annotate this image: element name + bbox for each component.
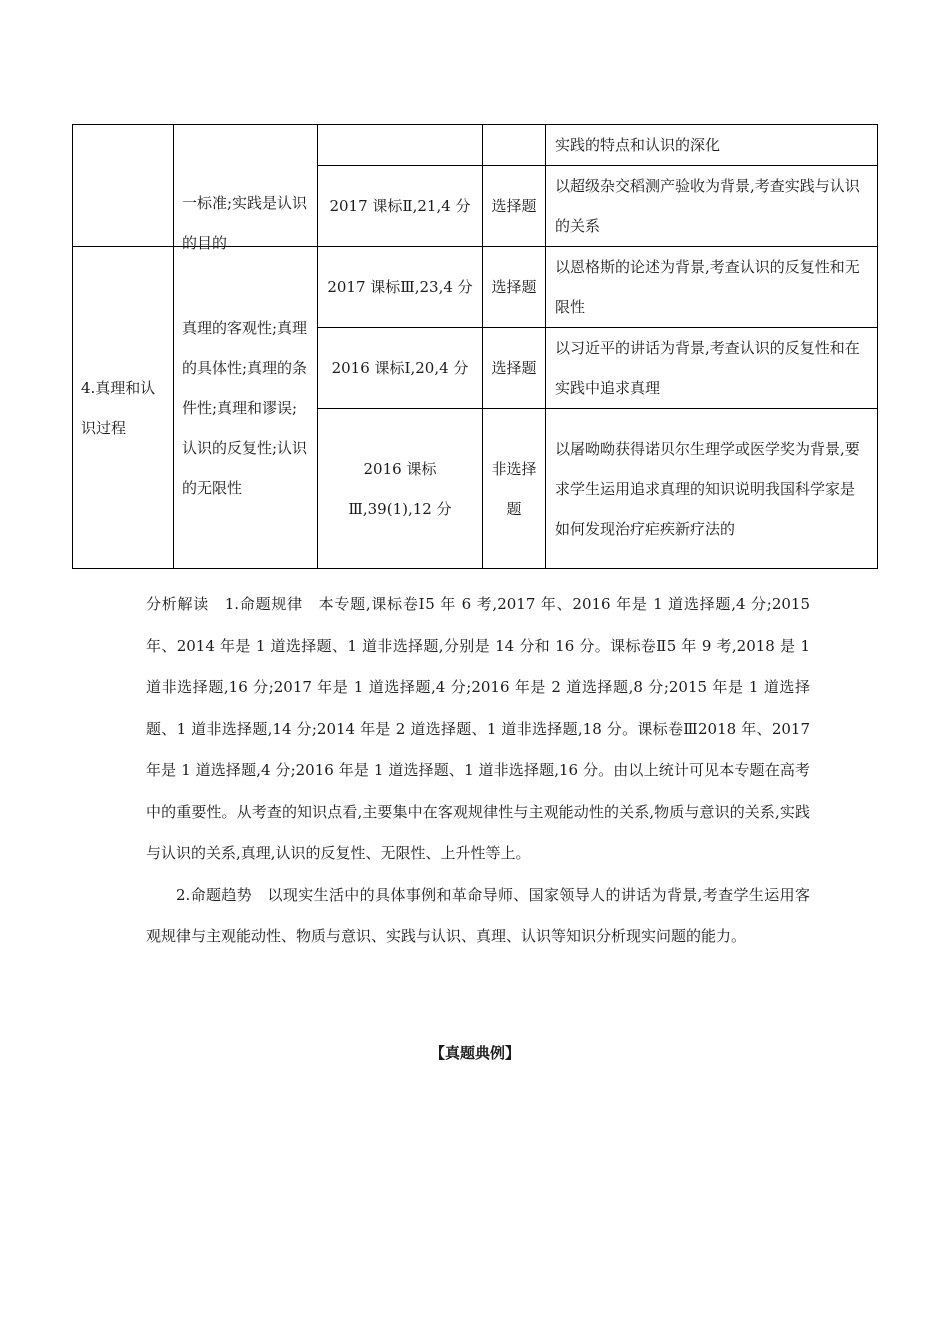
desc-cell: 实践的特点和认识的深化 <box>546 125 878 166</box>
type-cell: 非选择题 <box>483 409 546 569</box>
source-cell: 2016 课标Ⅲ,39(1),12 分 <box>318 409 483 569</box>
knowledge-text: 一标准;实践是认识的目的 <box>182 194 308 252</box>
source-cell: 2017 课标Ⅲ,23,4 分 <box>318 247 483 328</box>
desc-cell: 以恩格斯的论述为背景,考查认识的反复性和无限性 <box>546 247 878 328</box>
desc-cell: 以习近平的讲话为背景,考查认识的反复性和在实践中追求真理 <box>546 328 878 409</box>
type-cell: 选择题 <box>483 328 546 409</box>
knowledge-cell: 真理的客观性;真理的具体性;真理的条件性;真理和谬误;认识的反复性;认识的无限性 <box>174 247 318 569</box>
desc-cell: 以超级杂交稻测产验收为背景,考查实践与认识的关系 <box>546 166 878 247</box>
knowledge-cell <box>174 125 318 252</box>
source-cell: 2016 课标Ⅰ,20,4 分 <box>318 328 483 409</box>
source-cell: 2017 课标Ⅱ,21,4 分 <box>318 166 483 247</box>
analysis-paragraph-1: 分析解读 1.命题规律 本专题,课标卷Ⅰ5 年 6 考,2017 年、2016 年是 1 道选择题,4 分;2015 年、2014 年是 1 道选择题、1 道非选择题,分别是 14 分和 16 分。课标卷Ⅱ5 年 9 考,2018 是 1 道非选择题,16 分;2017 年是 1 道选择题,4 分;2016 年是 2 道选择题,8 分;2015 年是 1 道选择题、1 道非选择题,14 分;2014 年是 2 道选择题、1 道非选择题,18 分。课标卷Ⅲ2018 年、2017 年是 1 道选择题,4 分;2016 年是 1 道选择题、1 道非选择题,16 分。由以上统计可见本专题在高考中的重要性。从考查的知识点看,主要集中在客观规律性与主观能动性的关系,物质与意识的关系,实践与认识的关系,真理,认识的反复性、无限性、上升性等上。 <box>146 595 810 862</box>
desc-cell: 以屠呦呦获得诺贝尔生理学或医学奖为背景,要求学生运用追求真理的知识说明我国科学家是如何发现治疗疟疾新疗法的 <box>546 409 878 569</box>
analysis-paragraph-2: 2.命题趋势 以现实生活中的具体事例和革命导师、国家领导人的讲话为背景,考查学生运用客观规律与主观能动性、物质与意识、实践与认识、真理、认识等知识分析现实问题的能力。 <box>146 885 810 945</box>
analysis-block <box>146 584 810 958</box>
source-cell-empty <box>318 125 483 166</box>
table-row <box>73 125 878 166</box>
topic-cell-empty <box>73 125 174 247</box>
section-heading: 【真题典例】 <box>429 1044 520 1062</box>
topic-cell: 4.真理和认识过程 <box>73 247 174 569</box>
exam-analysis-table <box>72 124 878 569</box>
type-cell: 选择题 <box>483 166 546 247</box>
type-cell-empty <box>483 125 546 166</box>
type-cell: 选择题 <box>483 247 546 328</box>
